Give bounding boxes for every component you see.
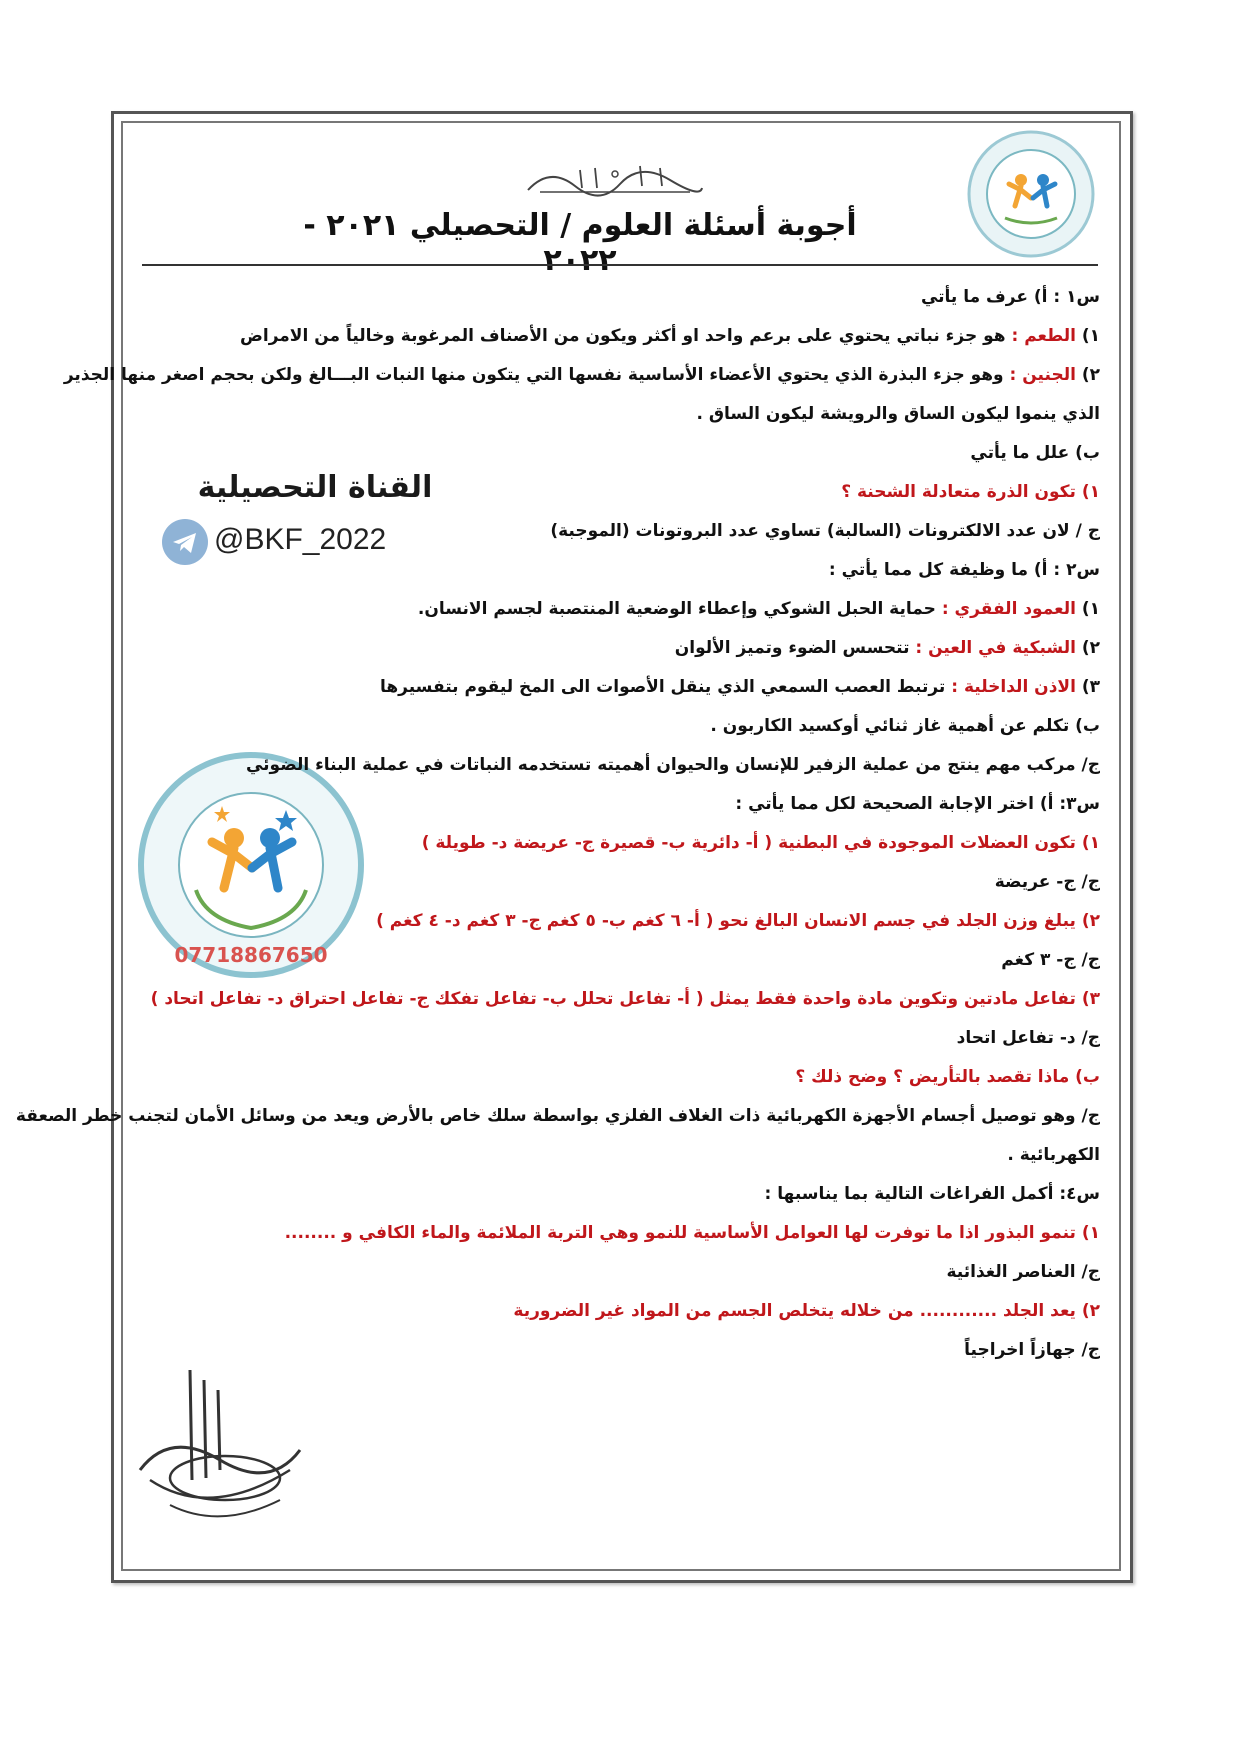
answer-text: ١) (1075, 599, 1100, 619)
answer-text: ج/ وهو توصيل أجسام الأجهزة الكهربائية ذات الغلاف الفلزي بواسطة سلك خاص بالأرض ويعد من وسائل الأمان لتجنب خطر الصعقة (15, 1106, 1100, 1126)
answer-line (150, 395, 1100, 434)
answer-text: الكهربائية . (1007, 1145, 1100, 1165)
answer-line (150, 473, 1100, 512)
answer-line (150, 512, 1100, 551)
answer-line (150, 1136, 1100, 1175)
answer-text: ب) علل ما يأتي (970, 443, 1100, 463)
answer-text: ج / لان عدد الالكترونات (السالبة) تساوي عدد البروتونات (الموجبة) (550, 521, 1100, 541)
answer-text: ج/ ج- ٣ كغم (1001, 950, 1100, 970)
question-text: الجنين : (1009, 365, 1076, 385)
answer-line (150, 785, 1100, 824)
answer-line (150, 980, 1100, 1019)
answer-text: ج/ جهازاً اخراجياً (964, 1340, 1100, 1360)
basmala-calligraphy (520, 160, 710, 202)
answers-body (15, 278, 1100, 1370)
answer-text: س٣: أ) اختر الإجابة الصحيحة لكل مما يأتي : (735, 794, 1100, 814)
answer-line (150, 629, 1100, 668)
answer-line (150, 1058, 1100, 1097)
answer-text: ب) تكلم عن أهمية غاز ثنائي أوكسيد الكاربون . (710, 716, 1100, 736)
question-text: ١) تنمو البذور اذا ما توفرت لها العوامل الأساسية للنمو وهي التربة الملائمة والماء الكافي و ........ (284, 1223, 1100, 1243)
answer-line (150, 668, 1100, 707)
answer-text: ٢) (1075, 638, 1100, 658)
question-text: ١) تكون العضلات الموجودة في البطنية ( أ- دائرية ب- قصيرة ج- عريضة د- طويلة ) (421, 833, 1100, 853)
answer-line (150, 824, 1100, 863)
answer-line (150, 1175, 1100, 1214)
answer-text: ٢) (1075, 365, 1100, 385)
answer-line (150, 707, 1100, 746)
stamp-phone: 07718867650 (174, 943, 328, 967)
answer-line (150, 863, 1100, 902)
answer-text: س٤: أكمل الفراغات التالية بما يناسبها : (764, 1184, 1100, 1204)
question-text: الاذن الداخلية : (951, 677, 1076, 697)
question-text: ٢) يبلغ وزن الجلد في جسم الانسان البالغ نحو ( أ- ٦ كغم ب- ٥ كغم ج- ٣ كغم د- ٤ كغم ) (376, 911, 1100, 931)
question-text: الطعم : (1011, 326, 1076, 346)
answer-text: ج/ ج- عريضة (994, 872, 1100, 892)
answer-text: ٣) (1075, 677, 1100, 697)
answer-text: ج/ العناصر الغذائية (946, 1262, 1100, 1282)
question-text: العمود الفقري : (941, 599, 1076, 619)
answer-text: تتحسس الضوء وتميز الألوان (674, 638, 916, 658)
answer-line (150, 941, 1100, 980)
answer-text: وهو جزء البذرة الذي يحتوي الأعضاء الأساسية نفسها التي يتكون منها النبات البـــالغ ولكن بحجم اصغر منها الجذير (63, 365, 1010, 385)
answer-line (150, 278, 1100, 317)
answer-line (150, 1019, 1100, 1058)
title-divider (142, 264, 1098, 266)
answer-line (150, 434, 1100, 473)
signature-calligraphy (130, 1360, 310, 1540)
answer-text: س٢ : أ) ما وظيفة كل مما يأتي : (828, 560, 1100, 580)
answer-line (150, 746, 1100, 785)
channel-name: القناة التحصيلية (197, 470, 433, 505)
answer-line (63, 356, 1100, 395)
question-text: ٣) تفاعل مادتين وتكوين مادة واحدة فقط يمثل ( أ- تفاعل تحلل ب- تفاعل تفكك ج- تفاعل احتراق د- تفاعل اتحاد ) (150, 989, 1100, 1009)
answer-line (150, 1214, 1100, 1253)
answer-line (150, 1292, 1100, 1331)
answer-text: ترتبط العصب السمعي الذي ينقل الأصوات الى المخ ليقوم بتفسيرها (380, 677, 952, 697)
answer-line (150, 551, 1100, 590)
question-text: ب) ماذا تقصد بالتأريض ؟ وضح ذلك ؟ (795, 1067, 1100, 1087)
answer-line (150, 317, 1100, 356)
question-text: ٢) يعد الجلد ............ من خلاله يتخلص الجسم من المواد غير الضرورية (513, 1301, 1100, 1321)
answer-text: ج/ د- تفاعل اتحاد (956, 1028, 1100, 1048)
answer-text: ج/ مركب مهم ينتج من عملية الزفير للإنسان والحيوان أهميته تستخدمه النباتات في عملية البناء الضوئي (245, 755, 1100, 775)
answer-text: هو جزء نباتي يحتوي على برعم واحد او أكثر ويكون من الأصناف المرغوبة وخالياً من الامراض (240, 326, 1012, 346)
question-text: ١) تكون الذرة متعادلة الشحنة ؟ (841, 482, 1100, 502)
answer-line (150, 1253, 1100, 1292)
answer-text: حماية الحبل الشوكي وإعطاء الوضعية المنتصبة لجسم الانسان. (417, 599, 942, 619)
answer-text: س١ : أ) عرف ما يأتي (920, 287, 1100, 307)
question-text: الشبكية في العين : (915, 638, 1076, 658)
answer-text: الذي ينموا ليكون الساق والرويشة ليكون الساق . (696, 404, 1100, 424)
answer-text: ١) (1075, 326, 1100, 346)
school-logo-icon (965, 128, 1097, 260)
telegram-handle: @BKF_2022 (214, 523, 387, 556)
answer-line (150, 590, 1100, 629)
answer-line (15, 1097, 1100, 1136)
page-title: أجوبة أسئلة العلوم / التحصيلي ٢٠٢١ - ٢٠٢٢ (303, 208, 857, 278)
answer-line (150, 902, 1100, 941)
